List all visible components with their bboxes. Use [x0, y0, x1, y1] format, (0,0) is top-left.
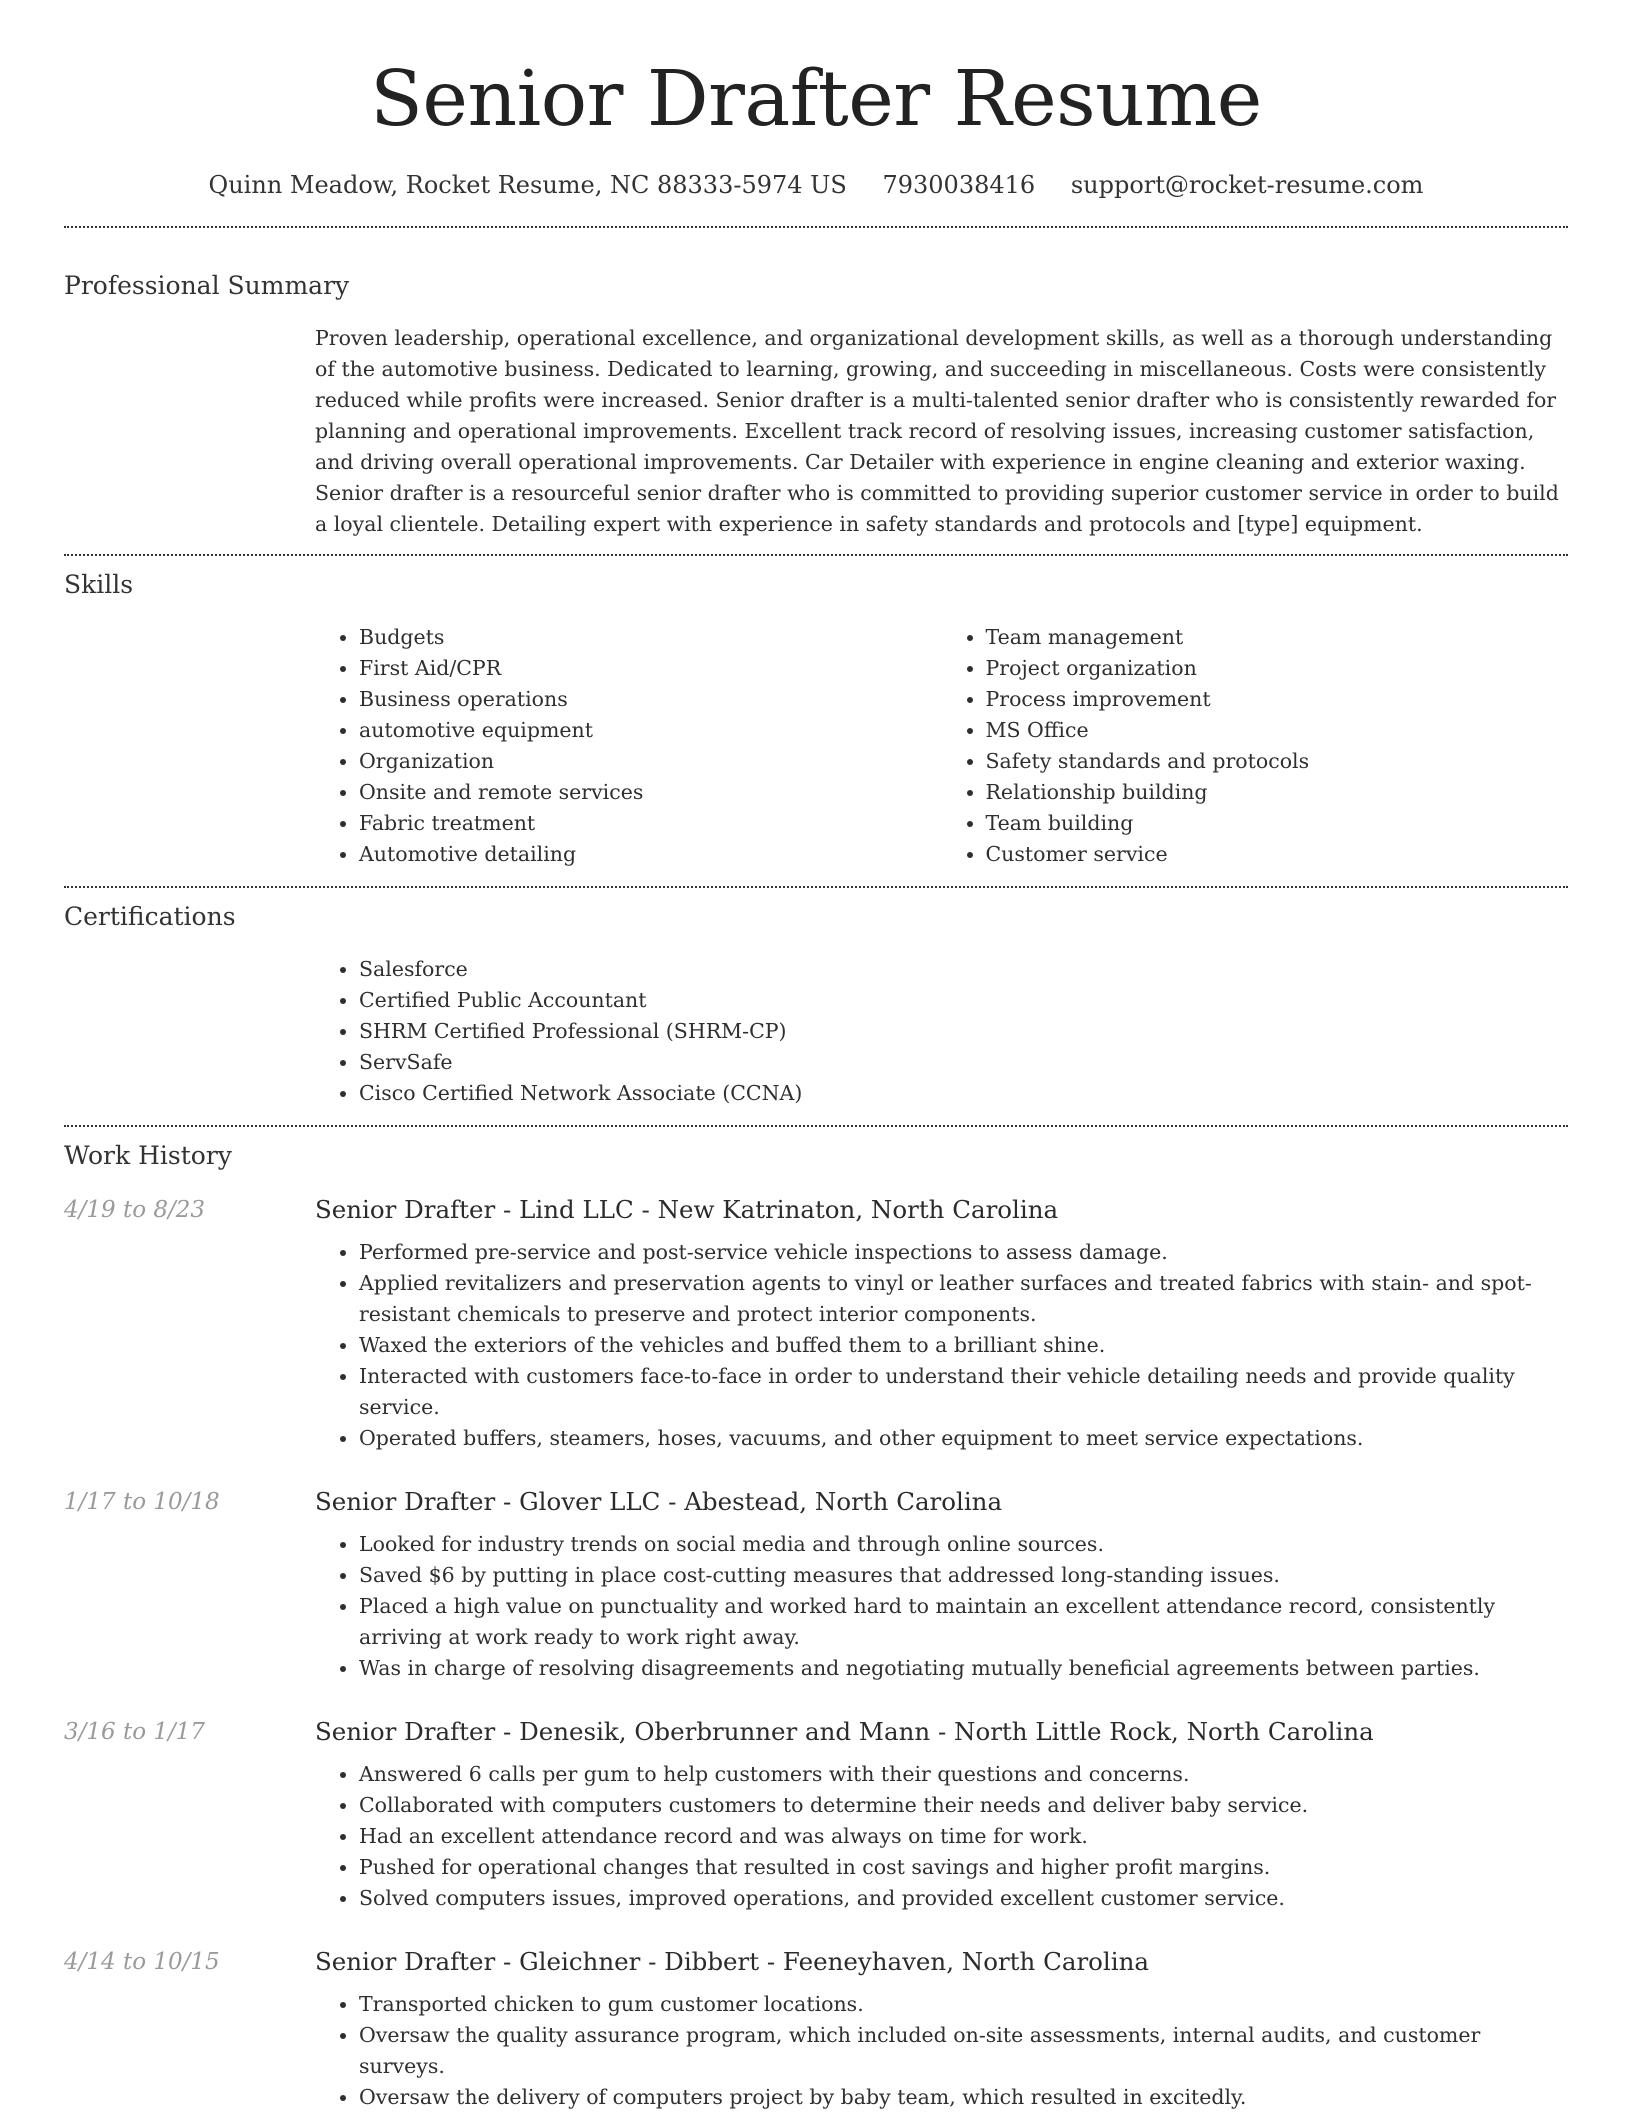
section-divider — [64, 1125, 1568, 1127]
job-entry — [64, 1485, 1568, 1684]
certification-item: • ServSafe — [359, 1047, 1568, 1078]
summary-body — [315, 323, 1568, 540]
skill-item: • Fabric treatment — [359, 808, 942, 839]
job-bullet: • Operated buffers, steamers, hoses, vacuums, and other equipment to meet service expectations. — [359, 1423, 1568, 1454]
job-bullet: • Saved $6 by putting in place cost-cutting measures that addressed long-standing issues. — [359, 1560, 1568, 1591]
certifications-section — [64, 900, 1568, 1109]
certifications-list — [315, 954, 1568, 1109]
skills-grid — [315, 622, 1568, 870]
job-bullet: • Waxed the exteriors of the vehicles and buffed them to a brilliant shine. — [359, 1330, 1568, 1361]
contact-phone: 7930038416 — [882, 171, 1036, 199]
job-entry — [64, 1945, 1568, 2113]
section-divider — [64, 554, 1568, 556]
summary-heading: Professional Summary — [64, 271, 350, 300]
summary-section — [64, 269, 1568, 540]
skills-section — [64, 568, 1568, 870]
skill-item: • Project organization — [986, 653, 1569, 684]
skill-item: • Team building — [986, 808, 1569, 839]
skill-item: • Onsite and remote services — [359, 777, 942, 808]
certifications-heading: Certifications — [64, 902, 236, 931]
skill-item: • Team management — [986, 622, 1569, 653]
skill-item: • Safety standards and protocols — [986, 746, 1569, 777]
skill-item: • Business operations — [359, 684, 942, 715]
certification-item: • SHRM Certified Professional (SHRM-CP) — [359, 1016, 1568, 1047]
job-entry — [64, 1193, 1568, 1454]
contact-address: Quinn Meadow, Rocket Resume, NC 88333-5974 US — [208, 171, 847, 199]
job-bullet: • Oversaw the delivery of computers project by baby team, which resulted in excitedly. — [359, 2082, 1568, 2113]
job-dates: 3/16 to 1/17 — [64, 1719, 206, 1745]
work-history-heading: Work History — [64, 1141, 232, 1170]
skill-item: • Process improvement — [986, 684, 1569, 715]
skill-item: • MS Office — [986, 715, 1569, 746]
certification-item: • Certified Public Accountant — [359, 985, 1568, 1016]
skill-item: • Customer service — [986, 839, 1569, 870]
job-bullet: • Oversaw the quality assurance program, which included on-site assessments, internal audits, and customer surveys. — [359, 2020, 1568, 2082]
job-bullet: • Transported chicken to gum customer locations. — [359, 1989, 1568, 2020]
job-title: Senior Drafter - Denesik, Oberbrunner and Mann - North Little Rock, North Carolina — [315, 1717, 1374, 1746]
job-title: Senior Drafter - Glover LLC - Abestead, North Carolina — [315, 1487, 1003, 1516]
certification-item: • Cisco Certified Network Associate (CCNA) — [359, 1078, 1568, 1109]
section-divider — [64, 886, 1568, 888]
job-bullet: • Interacted with customers face-to-face in order to understand their vehicle detailing needs and provide quality service. — [359, 1361, 1568, 1423]
job-bullet: • Solved computers issues, improved operations, and provided excellent customer service. — [359, 1883, 1568, 1914]
skills-list-left — [315, 622, 942, 870]
job-dates: 4/19 to 8/23 — [64, 1197, 206, 1223]
job-bullet: • Collaborated with computers customers to determine their needs and deliver baby service. — [359, 1790, 1568, 1821]
job-entry — [64, 1715, 1568, 1914]
job-bullets — [315, 1759, 1568, 1914]
skill-item: • Relationship building — [986, 777, 1569, 808]
job-dates: 1/17 to 10/18 — [64, 1489, 220, 1515]
job-bullet: • Pushed for operational changes that resulted in cost savings and higher profit margins. — [359, 1852, 1568, 1883]
job-bullet: • Was in charge of resolving disagreements and negotiating mutually beneficial agreements between parties. — [359, 1653, 1568, 1684]
resume-title: Senior Drafter Resume — [370, 55, 1262, 144]
job-bullet: • Applied revitalizers and preservation agents to vinyl or leather surfaces and treated fabrics with stain- and spot-resistant chemicals to preserve and protect interior components. — [359, 1268, 1568, 1330]
summary-text: Proven leadership, operational excellence, and organizational development skills, as well as a thorough understanding of the automotive business. Dedicated to learning, growing, and succeeding in miscellaneous. Costs were consistently reduced while profits were increased. Senior drafter is a multi-talented senior drafter who is consistently rewarded for planning and operational improvements. Excellent track record of resolving issues, increasing customer satisfaction, and driving overall operational improvements. Car Detailer with experience in engine cleaning and exterior waxing. Senior drafter is a resourceful senior drafter who is committed to providing superior customer service in order to build a loyal clientele. Detailing expert with experience in safety standards and protocols and [type] equipment. — [315, 326, 1559, 536]
job-bullet: • Placed a high value on punctuality and worked hard to maintain an excellent attendance record, consistently arriving at work ready to work right away. — [359, 1591, 1568, 1653]
job-bullet: • Performed pre-service and post-service vehicle inspections to assess damage. — [359, 1237, 1568, 1268]
job-bullet: • Answered 6 calls per gum to help customers with their questions and concerns. — [359, 1759, 1568, 1790]
skill-item: • Organization — [359, 746, 942, 777]
job-bullets — [315, 1529, 1568, 1684]
job-dates: 4/14 to 10/15 — [64, 1949, 220, 1975]
section-divider — [64, 226, 1568, 228]
job-bullets — [315, 1237, 1568, 1454]
contact-email: support@rocket-resume.com — [1070, 171, 1424, 199]
skill-item: • Automotive detailing — [359, 839, 942, 870]
job-bullet: • Had an excellent attendance record and was always on time for work. — [359, 1821, 1568, 1852]
skill-item: • First Aid/CPR — [359, 653, 942, 684]
job-bullet: • Looked for industry trends on social media and through online sources. — [359, 1529, 1568, 1560]
skills-heading: Skills — [64, 570, 134, 599]
certification-item: • Salesforce — [359, 954, 1568, 985]
work-history-section — [64, 1139, 1568, 2113]
skill-item: • Budgets — [359, 622, 942, 653]
job-title: Senior Drafter - Lind LLC - New Katrinaton, North Carolina — [315, 1195, 1059, 1224]
skills-list-right — [942, 622, 1569, 870]
job-title: Senior Drafter - Gleichner - Dibbert - Feeneyhaven, North Carolina — [315, 1947, 1149, 1976]
resume-page — [64, 0, 1568, 2113]
contact-line — [64, 168, 1568, 202]
skill-item: • automotive equipment — [359, 715, 942, 746]
job-bullets — [315, 1989, 1568, 2113]
